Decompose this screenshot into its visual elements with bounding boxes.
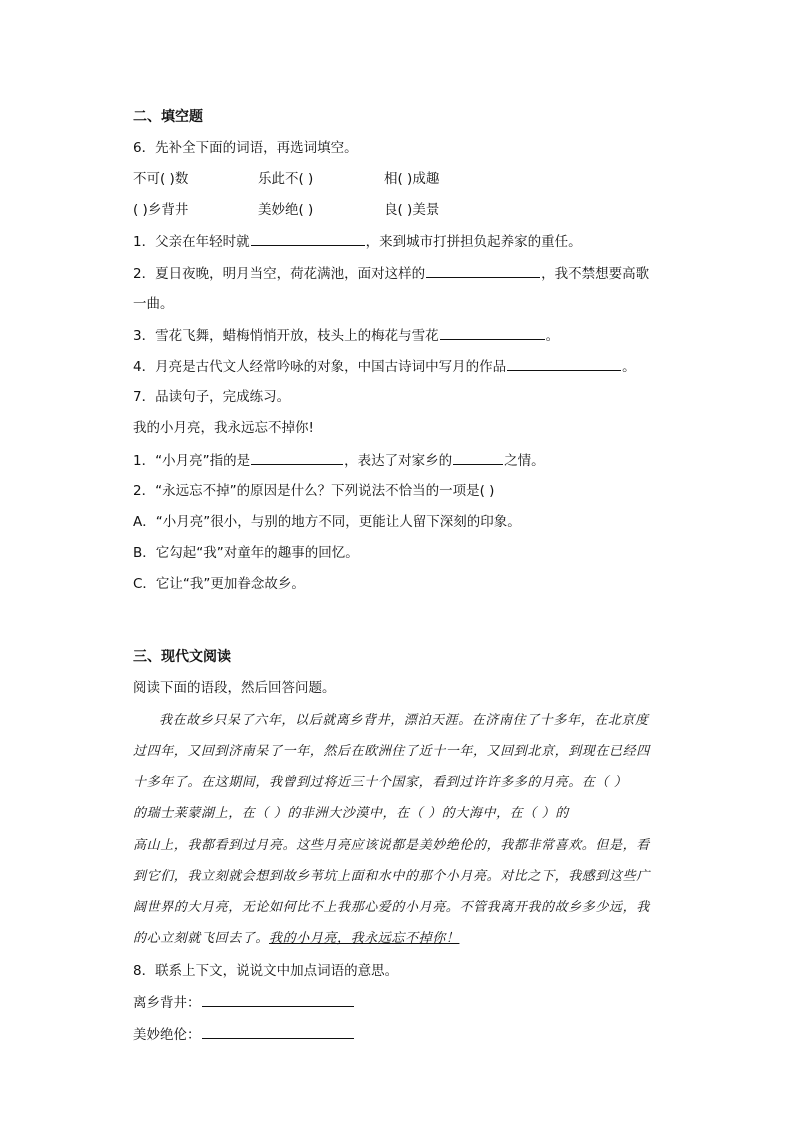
passage-line: 的瑞士莱蒙湖上，在（ ）的非洲大沙漠中，在（ ）的大海中，在（ ）的 [133, 806, 569, 821]
q8-term-2 [133, 1025, 355, 1044]
question-7-prompt: 7．品读句子，完成练习。 [133, 389, 291, 405]
fill-item-3 [133, 326, 559, 345]
fill-item-3-before: 3．雪花飞舞，蜡梅悄悄开放，枝头上的梅花与雪花 [133, 328, 439, 344]
passage-line: 到它们，我立刻就会想到故乡苇坑上面和水中的那个小月亮。对比之下，我感到这些广 [133, 869, 650, 884]
q8-term-2-label: 美妙绝伦： [133, 1027, 201, 1043]
q7-item1-part-b: ，表达了对家乡的 [344, 453, 453, 469]
passage-last-line [133, 930, 663, 948]
option-a[interactable]: A．“小月亮”很小，与别的地方不同，更能让人留下深刻的印象。 [133, 514, 521, 530]
question-6-prompt: 6．先补全下面的词语，再选词填空。 [133, 140, 358, 156]
section-heading-reading: 三、现代文阅读 [133, 649, 231, 665]
fill-item-1-before: 1．父亲在年轻时就 [133, 234, 250, 250]
word-blank-1: 不可( )数 [133, 171, 189, 187]
answer-blank[interactable] [453, 451, 503, 465]
answer-blank[interactable] [202, 1025, 354, 1039]
answer-blank[interactable] [507, 357, 621, 371]
option-b[interactable]: B．它勾起“我”对童年的趣事的回忆。 [133, 545, 359, 561]
fill-item-2-before: 2．夏日夜晚，明月当空，荷花满池，面对这样的 [133, 266, 426, 282]
word-blank-3: 相( )成趣 [384, 171, 440, 187]
fill-item-4 [133, 357, 636, 376]
answer-blank[interactable] [440, 326, 545, 340]
question-7-item-1 [133, 451, 545, 470]
option-c[interactable]: C．它让“我”更加眷念故乡。 [133, 576, 305, 592]
answer-blank[interactable] [202, 993, 354, 1007]
passage-line: 十多年了。在这期间，我曾到过将近三十个国家，看到过许许多多的月亮。在（ ） [133, 775, 628, 790]
q7-item1-part-c: 之情。 [504, 453, 545, 469]
fill-item-2-after: ，我不禁想要高歌 [541, 266, 650, 282]
fill-item-3-after: 。 [545, 328, 560, 344]
answer-blank[interactable] [251, 451, 343, 465]
fill-item-2 [133, 264, 649, 283]
word-blank-2: 乐此不( ) [258, 171, 314, 187]
word-blank-5: 美妙绝( ) [258, 202, 314, 218]
passage-line: 我在故乡只呆了六年，以后就离乡背井，漂泊天涯。在济南住了十多年，在北京度 [159, 713, 649, 728]
fill-item-4-after: 。 [622, 359, 636, 375]
fill-item-4-before: 4．月亮是古代文人经常吟咏的对象，中国古诗词中写月的作品 [133, 359, 507, 375]
reading-intro: 阅读下面的语段，然后回答问题。 [133, 680, 336, 696]
word-blank-4: ( )乡背井 [133, 202, 189, 218]
answer-blank[interactable] [251, 232, 365, 246]
word-blank-6: 良( )美景 [384, 202, 440, 218]
fill-item-1-after: ，来到城市打拼担负起养家的重任。 [365, 234, 582, 250]
question-7-sentence: 我的小月亮，我永远忘不掉你! [133, 420, 314, 436]
q7-item1-part-a: 1．“小月亮”指的是 [133, 453, 251, 469]
passage-line: 高山上，我都看到过月亮。这些月亮应该说都是美妙绝伦的，我都非常喜欢。但是，看 [133, 838, 650, 853]
q8-term-1 [133, 993, 355, 1012]
question-8-prompt: 8．联系上下文，说说文中加点词语的意思。 [133, 963, 399, 979]
question-7-item-2: 2．“永远忘不掉”的原因是什么？下列说法不恰当的一项是( ) [133, 483, 495, 499]
passage-underlined-sentence: 我的小月亮，我永远忘不掉你！ [269, 931, 460, 946]
q8-term-1-label: 离乡背井： [133, 995, 201, 1011]
passage-line: 过四年，又回到济南呆了一年，然后在欧洲住了近十一年，又回到北京，到现在已经四 [133, 744, 650, 759]
fill-item-1 [133, 232, 582, 251]
passage-line: 阔世界的大月亮，无论如何比不上我那心爱的小月亮。不管我离开我的故乡多少远，我 [133, 900, 650, 915]
section-heading-fill-in: 二、填空题 [133, 109, 203, 125]
fill-item-2-continuation: 一曲。 [133, 296, 174, 312]
answer-blank[interactable] [426, 264, 540, 278]
passage-last-plain: 的心立刻就飞回去了。 [133, 931, 270, 946]
